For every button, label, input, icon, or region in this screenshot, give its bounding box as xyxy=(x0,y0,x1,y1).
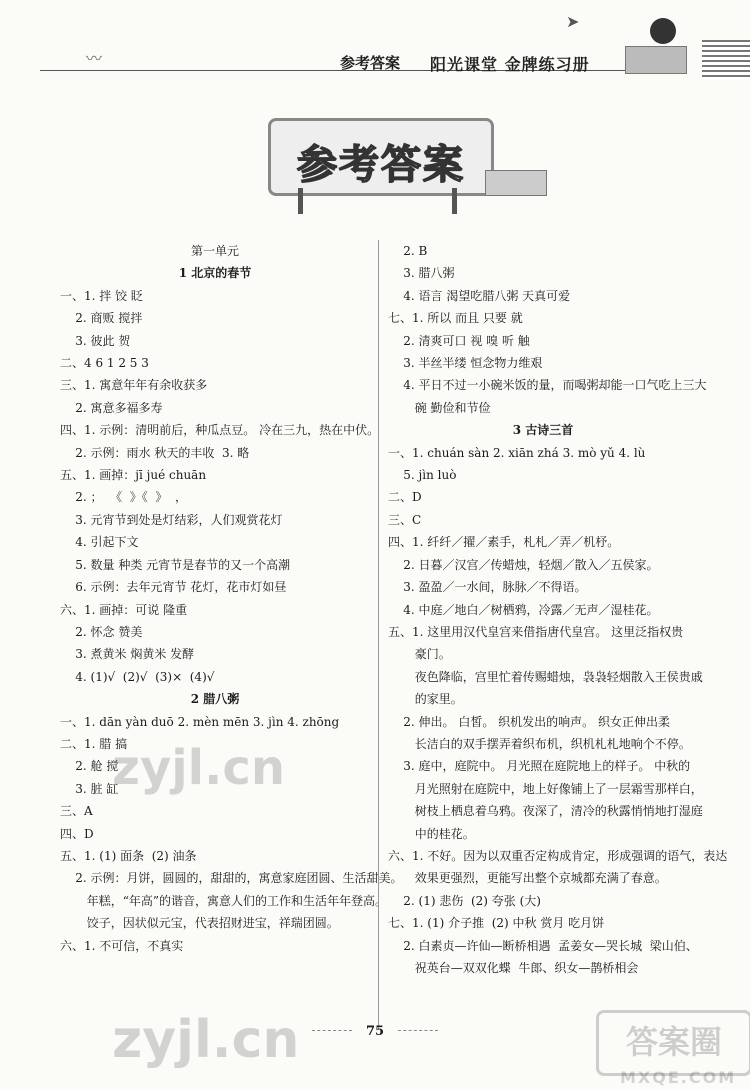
lesson-heading: 1 北京的春节 xyxy=(178,266,252,281)
answer-line: 2. 怀念 赞美 xyxy=(60,624,143,639)
answer-line: 饺子，因状似元宝，代表招财进宝，祥瑞团圆。 xyxy=(60,916,339,931)
answer-line: 夜色降临，宫里忙着传赐蜡烛，袅袅轻烟散入王侯贵戚 xyxy=(388,669,703,684)
answer-line: 长洁白的双手摆弄着织布机，织机札札地响个不停。 xyxy=(388,736,691,751)
answer-line: 碗 勤俭和节俭 xyxy=(388,400,491,415)
answer-line: 2. 舱 搅 xyxy=(60,759,119,774)
lesson-heading: 3 古诗三首 xyxy=(512,423,574,438)
answer-line: 4. 引起下文 xyxy=(60,535,139,550)
answer-line: 六、1. 画掉：可说 隆重 xyxy=(60,602,188,617)
answer-line: 3. 庭中，庭院中。 月光照在庭院地上的样子。 中秋的 xyxy=(388,759,691,774)
header-stripes xyxy=(702,40,750,80)
header-brand: 阳光课堂 金牌练习册 xyxy=(430,55,590,74)
answer-line: 六、1. 不可信，不真实 xyxy=(60,938,184,953)
answer-line: 一、1. dān yàn duō 2. mèn mēn 3. jìn 4. zhōng xyxy=(60,714,340,729)
answer-line: 3. 彼此 贺 xyxy=(60,333,131,348)
easel-leg xyxy=(298,188,303,214)
answer-line: 2. 白素贞—许仙—断桥相遇 孟姜女—哭长城 梁山伯、 xyxy=(388,938,698,953)
answer-line: 六、1. 不好。因为以双重否定构成肯定，形成强调的语气，表达 xyxy=(388,848,728,863)
answer-line: 2. 伸出。 白皙。 织机发出的响声。 织女正伸出柔 xyxy=(388,714,670,729)
answer-line: 3. 煮黄米 焖黄米 发酵 xyxy=(60,647,195,662)
answer-line: 祝英台—双双化蝶 牛郎、织女—鹊桥相会 xyxy=(388,961,639,975)
watermark-logo xyxy=(596,1010,750,1076)
page-number-ornament xyxy=(312,1030,352,1031)
books-icon xyxy=(625,46,687,74)
page-number: 75 xyxy=(365,1024,385,1039)
books-icon xyxy=(485,170,547,196)
page-header xyxy=(0,0,750,80)
answer-line: 5. 数量 种类 元宵节是春节的又一个高潮 xyxy=(60,557,291,572)
paper-plane-icon: ➤ xyxy=(566,12,580,31)
answer-line: 3. 半丝半缕 恒念物力维艰 xyxy=(388,356,543,371)
answer-line: 七、1. (1) 介子推 (2) 中秋 赏月 吃月饼 xyxy=(388,916,605,931)
answer-line: 2. (1) 悲伤 (2) 夸张 (大) xyxy=(388,893,541,908)
answer-line: 四、1. 示例：清明前后，种瓜点豆。 冷在三九，热在中伏。 xyxy=(60,423,380,438)
easel-leg xyxy=(452,188,457,214)
answer-line: 4. (1)√ (2)√ (3)× (4)√ xyxy=(60,669,215,684)
answer-line: 二、1. 腊 搞 xyxy=(60,736,128,751)
answer-line: 三、1. 寓意年年有余收获多 xyxy=(60,378,208,393)
answer-line: 四、1. 纤纤／擢／素手，札札／弄／机杼。 xyxy=(388,535,620,550)
header-section-label: 参考答案 xyxy=(340,54,401,72)
answer-line: 三、C xyxy=(388,512,422,527)
banner-title: 参考答案 xyxy=(297,141,465,188)
answer-line: 2. 寓意多福多寿 xyxy=(60,400,163,415)
answer-line: 效果更强烈，更能写出整个京城都充满了春意。 xyxy=(388,871,667,886)
answer-line: 三、A xyxy=(60,804,93,819)
answer-line: 2. 商贩 搅拌 xyxy=(60,311,143,326)
answer-line: 中的桂花。 xyxy=(388,826,475,841)
bird-icon: 〰 xyxy=(86,49,103,68)
column-divider xyxy=(378,240,379,1030)
answer-line: 2. B xyxy=(388,244,428,258)
lesson-heading: 2 腊八粥 xyxy=(190,692,240,707)
answer-line: 树枝上栖息着乌鸦。夜深了，清冷的秋露悄悄地打湿庭 xyxy=(388,804,703,819)
answers-right-column xyxy=(388,240,728,979)
answer-line: 3. 腊八粥 xyxy=(388,266,455,281)
answer-line: 6. 示例：去年元宵节 花灯，花市灯如昼 xyxy=(60,580,287,595)
globe-icon xyxy=(650,18,676,44)
answer-line: 豪门。 xyxy=(388,647,451,662)
title-banner xyxy=(268,118,494,196)
answers-left-column xyxy=(60,240,403,957)
answer-line: 五、1. (1) 面条 (2) 油条 xyxy=(60,848,197,863)
answer-line: 2. ； 《 》《 》 ， xyxy=(60,490,188,505)
answer-line: 5. jìn luò xyxy=(388,468,457,483)
answer-line: 四、D xyxy=(60,826,94,841)
answer-line: 五、1. 画掉：jī jué chuān xyxy=(60,468,207,483)
answer-line: 二、4 6 1 2 5 3 xyxy=(60,356,149,371)
answer-line: 3. 元宵节到处是灯结彩，人们观赏花灯 xyxy=(60,512,283,527)
answer-line: 月光照射在庭院中，地上好像铺上了一层霜雪那样白， xyxy=(388,781,703,796)
answer-line: 一、1. 拌 饺 眨 xyxy=(60,288,143,303)
watermark-text: zyjl.cn xyxy=(112,1010,300,1070)
answer-line: 2. 示例：月饼，圆圆的，甜甜的，寓意家庭团圆、生活甜美。 xyxy=(60,871,403,886)
watermark-text: zyjl.cn xyxy=(112,740,285,796)
answer-line: 4. 语言 渴望吃腊八粥 天真可爱 xyxy=(388,288,571,303)
answer-line: 3. 脏 缸 xyxy=(60,781,119,796)
answer-line: 3. 盈盈／一水间，脉脉／不得语。 xyxy=(388,580,587,595)
answer-line: 2. 日暮／汉宫／传蜡烛，轻烟／散入／五侯家。 xyxy=(388,557,659,572)
unit-heading: 第一单元 xyxy=(190,244,239,258)
answer-line: 一、1. chuán sàn 2. xiān zhá 3. mò yǔ 4. lù xyxy=(388,445,646,460)
answer-line: 的家里。 xyxy=(388,692,463,707)
watermark-url: MXQE.COM xyxy=(620,1068,737,1087)
answer-line: 2. 清爽可口 视 嗅 听 触 xyxy=(388,333,530,348)
answer-line: 4. 中庭／地白／树栖鸦，冷露／无声／湿桂花。 xyxy=(388,602,659,617)
watermark-logo-text: 答案圈 xyxy=(625,1023,722,1061)
answer-line: 年糕，“年高”的谐音，寓意人们的工作和生活年年登高。 xyxy=(60,893,387,908)
answer-line: 七、1. 所以 而且 只要 就 xyxy=(388,311,523,326)
answer-line: 4. 平日不过一小碗米饭的量，而喝粥却能一口气吃上三大 xyxy=(388,378,707,393)
answer-line: 2. 示例：雨水 秋天的丰收 3. 略 xyxy=(60,445,250,460)
answer-line: 二、D xyxy=(388,490,422,505)
answer-line: 五、1. 这里用汉代皇宫来借指唐代皇宫。 这里泛指权贵 xyxy=(388,624,684,639)
page-number-ornament xyxy=(398,1030,438,1031)
